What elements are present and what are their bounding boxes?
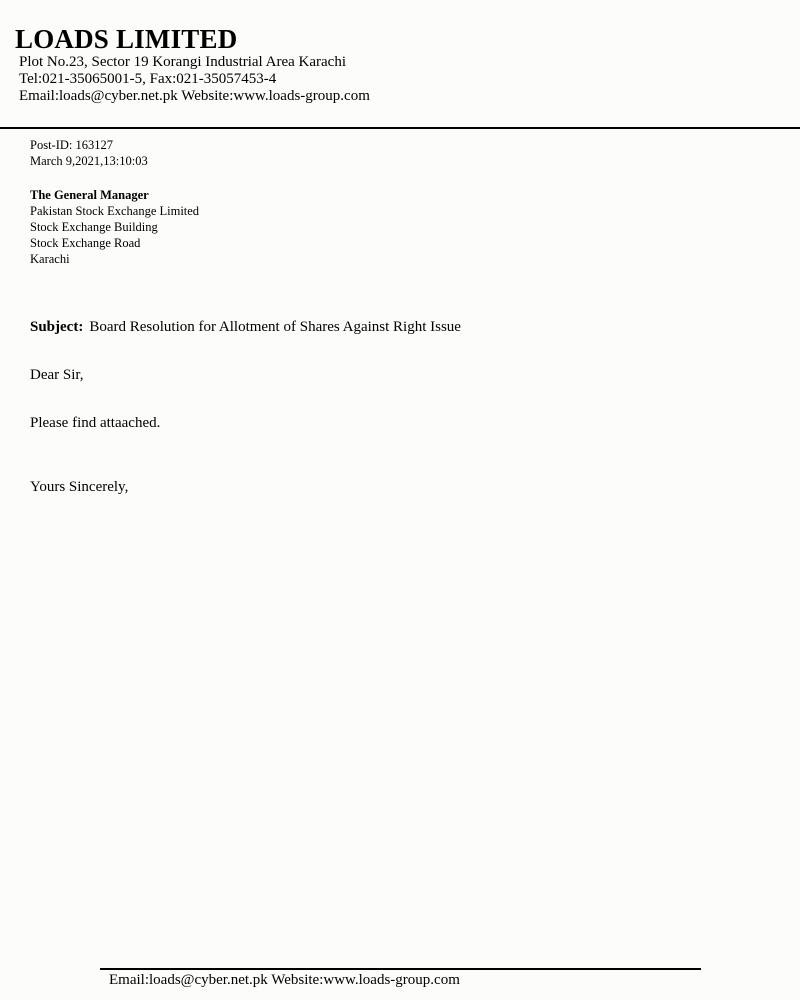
subject-text: Board Resolution for Allotment of Shares Against Right Issue <box>89 319 461 335</box>
closing: Yours Sincerely, <box>30 479 129 495</box>
recipient-line: Pakistan Stock Exchange Limited <box>30 204 200 218</box>
recipient-line: Karachi <box>30 252 70 266</box>
company-address: Plot No.23, Sector 19 Korangi Industrial Area Karachi <box>19 54 347 70</box>
post-date: March 9,2021,13:10:03 <box>30 154 148 168</box>
company-name: LOADS LIMITED <box>15 24 238 54</box>
company-phone-fax: Tel:021-35065001-5, Fax:021-35057453-4 <box>19 71 277 87</box>
subject-label: Subject: <box>30 319 84 335</box>
subject-line <box>30 318 461 336</box>
footer-divider <box>100 968 701 970</box>
footer-email-website: Email:loads@cyber.net.pk Website:www.loads-group.com <box>109 972 460 988</box>
post-id: Post-ID: 163127 <box>30 138 113 152</box>
header-divider <box>0 127 800 129</box>
recipient-line: Stock Exchange Building <box>30 220 158 234</box>
salutation: Dear Sir, <box>30 367 84 383</box>
recipient-title: The General Manager <box>30 188 149 202</box>
recipient-line: Stock Exchange Road <box>30 236 141 250</box>
letter-body: Please find attaached. <box>30 415 161 431</box>
company-email-website: Email:loads@cyber.net.pk Website:www.loads-group.com <box>19 88 370 104</box>
